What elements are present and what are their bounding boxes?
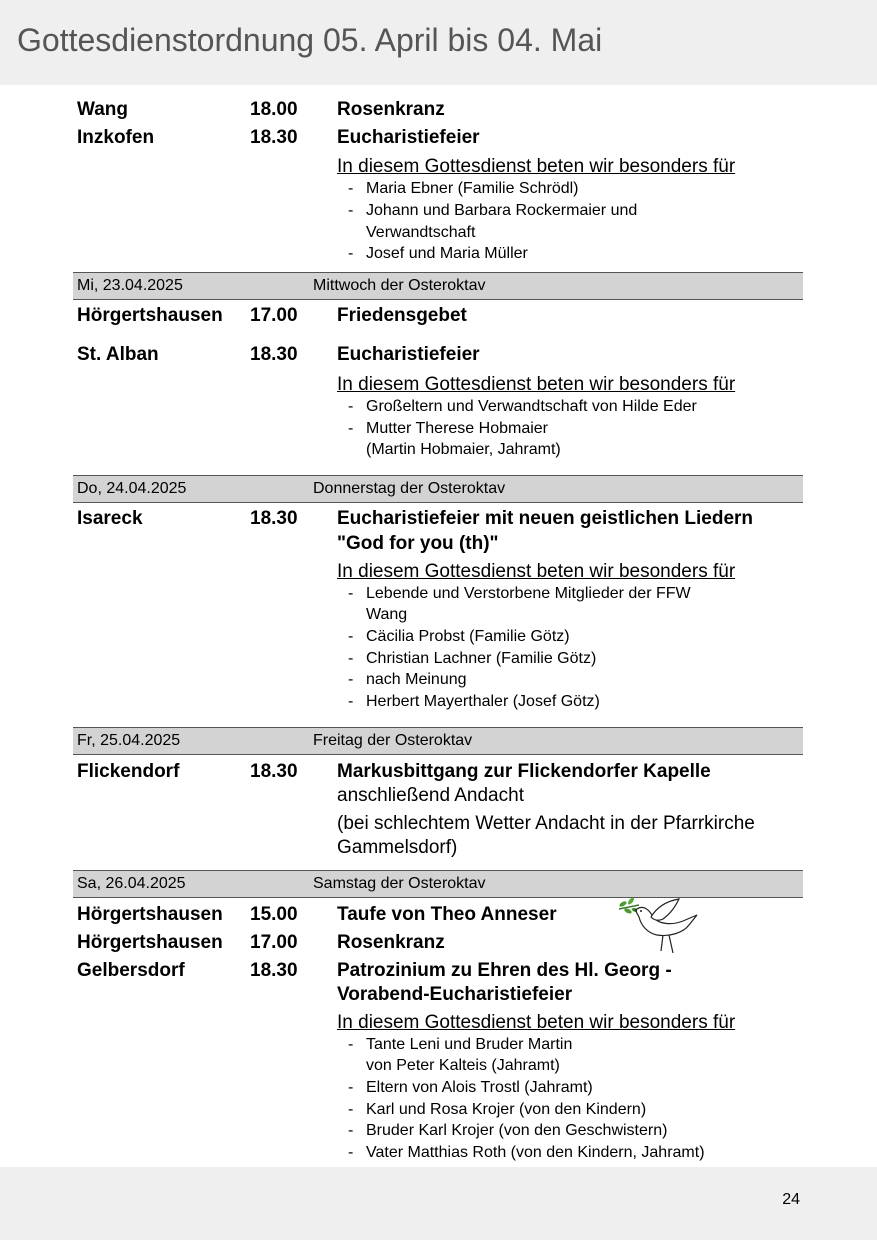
service-time: 18.30 — [250, 127, 298, 148]
intention-item: Wang — [366, 606, 408, 623]
day-header — [73, 870, 803, 898]
intention-item: Tante Leni und Bruder Martin — [366, 1036, 573, 1053]
service-place: Inzkofen — [77, 127, 155, 148]
intention-dash: - — [348, 398, 354, 415]
intention-dash: - — [348, 671, 354, 688]
service-time: 18.30 — [250, 344, 298, 365]
service-title: Eucharistiefeier — [337, 344, 480, 365]
service-place: Isareck — [77, 508, 143, 529]
intention-dash: - — [348, 1036, 354, 1053]
service-note: Gammelsdorf) — [337, 837, 458, 858]
page-title: Gottesdienstordnung 05. April bis 04. Mai — [17, 22, 603, 58]
service-time: 18.30 — [250, 508, 298, 529]
prayer-heading: In diesem Gottesdienst beten wir besonders für — [337, 1012, 736, 1033]
intention-dash: - — [348, 1101, 354, 1118]
page-header — [0, 0, 877, 85]
service-note: (bei schlechtem Wetter Andacht in der Pfarrkirche — [337, 813, 755, 834]
day-name: Donnerstag der Osteroktav — [313, 480, 506, 497]
service-title: Eucharistiefeier mit neuen geistlichen Liedern — [337, 508, 754, 529]
service-title: Rosenkranz — [337, 99, 445, 120]
service-time: 18.00 — [250, 99, 298, 120]
intention-item: Cäcilia Probst (Familie Götz) — [366, 628, 570, 645]
service-title: Friedensgebet — [337, 305, 467, 326]
service-time: 18.30 — [250, 960, 298, 981]
intention-item: von Peter Kalteis (Jahramt) — [366, 1057, 560, 1074]
service-place: Wang — [77, 99, 129, 120]
intention-item: Christian Lachner (Familie Götz) — [366, 650, 597, 667]
service-title-line2: "God for you (th)" — [337, 533, 499, 554]
day-name: Mittwoch der Osteroktav — [313, 277, 486, 294]
intention-item: Eltern von Alois Trostl (Jahramt) — [366, 1079, 593, 1096]
intention-dash: - — [348, 693, 354, 710]
day-header — [73, 272, 803, 300]
day-date: Do, 24.04.2025 — [77, 480, 187, 497]
intention-dash: - — [348, 585, 354, 602]
intention-dash: - — [348, 202, 354, 219]
intention-dash: - — [348, 650, 354, 667]
service-time: 17.00 — [250, 932, 298, 953]
page-number: 24 — [782, 1191, 800, 1208]
service-title: Markusbittgang zur Flickendorfer Kapelle — [337, 761, 711, 782]
service-place: St. Alban — [77, 344, 159, 365]
service-title: Patrozinium zu Ehren des Hl. Georg - — [337, 960, 672, 981]
day-date: Fr, 25.04.2025 — [77, 732, 181, 749]
intention-item: Josef und Maria Müller — [366, 245, 528, 262]
intention-dash: - — [348, 180, 354, 197]
service-title: Taufe von Theo Anneser — [337, 904, 557, 925]
prayer-heading: In diesem Gottesdienst beten wir besonders für — [337, 374, 736, 395]
prayer-heading: In diesem Gottesdienst beten wir besonders für — [337, 156, 736, 177]
intention-dash: - — [348, 1144, 354, 1161]
prayer-heading: In diesem Gottesdienst beten wir besonders für — [337, 561, 736, 582]
intention-item: Johann und Barbara Rockermaier und — [366, 202, 638, 219]
intention-item: Verwandtschaft — [366, 224, 476, 241]
day-header — [73, 475, 803, 503]
intention-item: Bruder Karl Krojer (von den Geschwistern) — [366, 1122, 668, 1139]
intention-item: Vater Matthias Roth (von den Kindern, Jahramt) — [366, 1144, 705, 1161]
service-place: Hörgertshausen — [77, 932, 223, 953]
page-footer — [0, 1167, 877, 1240]
intention-item: Lebende und Verstorbene Mitglieder der FFW — [366, 585, 691, 602]
intention-dash: - — [348, 1079, 354, 1096]
service-title-line2: Vorabend-Eucharistiefeier — [337, 984, 573, 1005]
intention-item: Großeltern und Verwandtschaft von Hilde Eder — [366, 398, 697, 415]
intention-item: Maria Ebner (Familie Schrödl) — [366, 180, 579, 197]
service-time: 18.30 — [250, 761, 298, 782]
intention-item: Herbert Mayerthaler (Josef Götz) — [366, 693, 600, 710]
intention-dash: - — [348, 628, 354, 645]
intention-dash: - — [348, 420, 354, 437]
service-title: Eucharistiefeier — [337, 127, 480, 148]
intention-item: Mutter Therese Hobmaier — [366, 420, 548, 437]
intention-item: Karl und Rosa Krojer (von den Kindern) — [366, 1101, 647, 1118]
day-name: Samstag der Osteroktav — [313, 875, 486, 892]
intention-item: (Martin Hobmaier, Jahramt) — [366, 441, 561, 458]
day-name: Freitag der Osteroktav — [313, 732, 473, 749]
service-note: anschließend Andacht — [337, 785, 524, 806]
service-place: Gelbersdorf — [77, 960, 185, 981]
intention-dash: - — [348, 245, 354, 262]
service-place: Flickendorf — [77, 761, 180, 782]
service-place: Hörgertshausen — [77, 305, 223, 326]
dove-icon — [617, 895, 699, 957]
day-header — [73, 727, 803, 755]
intention-dash: - — [348, 1122, 354, 1139]
day-date: Sa, 26.04.2025 — [77, 875, 186, 892]
service-place: Hörgertshausen — [77, 904, 223, 925]
day-date: Mi, 23.04.2025 — [77, 277, 183, 294]
service-time: 17.00 — [250, 305, 298, 326]
service-title: Rosenkranz — [337, 932, 445, 953]
intention-item: nach Meinung — [366, 671, 467, 688]
service-time: 15.00 — [250, 904, 298, 925]
